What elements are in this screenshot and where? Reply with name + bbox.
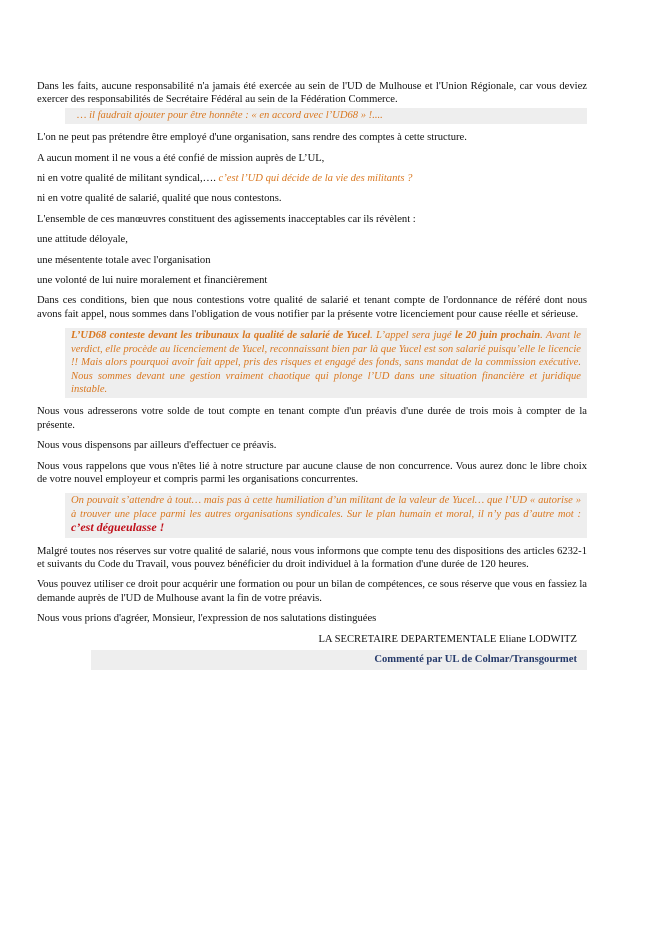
list-line: une mésentente totale avec l'organisation [37,254,211,266]
paragraph [37,172,587,185]
paragraph: ni en votre qualité de salarié, qualité que nous contestons. [37,193,282,205]
comment-note: … il faudrait ajouter pour être honnête : « en accord avec l’UD68 » !.... [65,108,587,124]
paragraph: L'ensemble de ces manœuvres constituent des agissements inacceptables car ils révèlent : [37,213,416,225]
paragraph: Dans les faits, aucune responsabilité n'a jamais été exercée au sein de l'UD de Mulhouse et l'Union Régionale, car vous deviez exercer des responsabilités de Secrétaire Fédéral au sein de la Fédération Commerce. [37,81,587,106]
ellipsis-text: …. [202,173,219,185]
paragraph: Dans ces conditions, bien que nous contestions votre qualité de salarié et tenant compte de l'ordonnance de référé dont nous avons fait appel, nous sommes dans l'obligation de vous notifier par la présente votre licenciement pour cause réelle et sérieuse. [37,295,587,320]
letter-body [37,80,587,670]
paragraph: Vous pouvez utiliser ce droit pour acquérir une formation ou pour un bilan de compétences, ce sous réserve que vous en fassiez la demande auprès de l'UD de Mulhouse avant la fin de votre préavis. [37,579,587,604]
paragraph: Malgré toutes nos réserves sur votre qualité de salarié, nous vous informons que compte tenu des dispositions des articles 6232-1 et suivants du Code du Travail, vous pouvez bénéficier du droit individuel à la formation d'une durée de 120 heures. [37,545,587,570]
paragraph: L'on ne peut pas prétendre être employé d'une organisation, sans rendre des comptes à cette structure. [37,132,467,144]
comment-note [65,328,587,398]
signature: LA SECRETAIRE DEPARTEMENTALE Eliane LODWITZ [318,633,577,645]
note-text: . Avant le verdict, elle procède au licenciement de Yucel, reconnaissant bien par là que Yucel est son salarié puisqu’elle le licencie !! Mais alors pourquoi avoir fait appel, pris des risques et engagé des fonds, sans mandat de la commission exécutive. Nous sommes devant une gestion vraiment chaotique qui plonge l’UD dans une situation financière et juridique instable. [71,330,581,395]
comment-credit: Commenté par UL de Colmar/Transgourmet [91,650,587,670]
paragraph: Nous vous prions d'agréer, Monsieur, l'expression de nos salutations distinguées [37,613,377,625]
paragraph: Nous vous rappelons que vous n'êtes lié à notre structure par aucune clause de non concurrence. Vous aurez donc le libre choix de votre nouvel employeur et compris parmi les organisations concurrentes. [37,460,587,485]
list-line: une volonté de lui nuire moralement et financièrement [37,275,268,287]
comment-note [65,493,587,537]
inline-comment: c’est l’UD qui décide de la vie des militants ? [218,173,413,185]
note-emphasis: c’est dégueulasse ! [71,520,165,535]
paragraph: Nous vous dispensons par ailleurs d'effectuer ce préavis. [37,440,277,452]
list-line: une attitude déloyale, [37,234,128,246]
paragraph-text: ni en votre qualité de militant syndical, [37,173,203,185]
note-bold-text: L’UD68 conteste devant les tribunaux la qualité de salarié de Yucel [71,330,371,342]
note-text: On pouvait s’attendre à tout… mais pas à cette humiliation d’un militant de la valeur de Yucel… que l’UD « autorise » à trouver une place parmi les autres organisations syndicales. Sur le plan humain et moral, il n’y pas d’autre mot : [71,495,581,520]
paragraph: A aucun moment il ne vous a été confié de mission auprès de L’UL, [37,152,325,164]
note-text: . L’appel sera jugé [370,330,455,342]
note-date: le 20 juin prochain [454,330,541,342]
paragraph: Nous vous adresserons votre solde de tout compte en tenant compte d'un préavis d'une durée de trois mois à compter de la présente. [37,406,587,431]
